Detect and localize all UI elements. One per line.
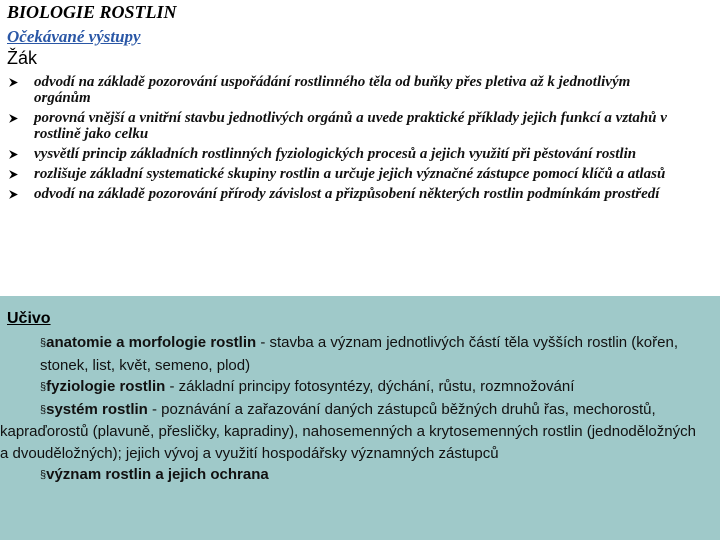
outcome-text: porovná vnější a vnitřní stavbu jednotlivých orgánů a uvede praktické příklady jejich funkcí a vztahů v rostlině jako celku	[34, 110, 667, 142]
curriculum-text: - základní principy fotosyntézy, dýchání, růstu, rozmnožování	[165, 378, 575, 395]
curriculum-item	[40, 332, 705, 376]
curriculum-heading: Učivo	[7, 310, 51, 327]
outcome-item	[0, 186, 720, 202]
section-bullet-icon: §	[40, 381, 47, 393]
curriculum-item	[40, 376, 705, 399]
curriculum-item	[40, 464, 705, 487]
curriculum-term: fyziologie rostlin	[46, 378, 166, 395]
arrow-bullet-icon	[8, 149, 19, 160]
outcome-text: vysvětlí princip základních rostlinných fyziologických procesů a jejich využití při pěstování rostlin	[34, 146, 637, 162]
outcome-item	[0, 146, 720, 162]
curriculum-term: anatomie a morfologie rostlin	[46, 334, 257, 351]
curriculum-text: - stavba a význam jednotlivých částí těla vyšších rostlin (kořen, stonek, list, květ, semeno, plod)	[40, 334, 678, 374]
curriculum-text: - poznávání a zařazování daných zástupců běžných druhů řas, mechorostů, kapraďorostů (plavuně, přesličky, kapradiny), nahosemenných a krytosemenných rostlin (jednoděložných a dvouděložných); jejich vývoj a využití hospodářsky významných zástupců	[0, 400, 696, 462]
section-bullet-icon: §	[40, 469, 47, 481]
outcome-text: odvodí na základě pozorování uspořádání rostlinného těla od buňky přes pletiva až k jednotlivým orgánům	[34, 74, 631, 106]
outcome-item	[0, 166, 720, 182]
curriculum-item	[0, 399, 705, 465]
section-subtitle: Očekávané výstupy	[7, 27, 141, 46]
outcome-text: odvodí na základě pozorování přírody závislost a přizpůsobení některých rostlin podmínkám prostředí	[34, 186, 660, 202]
curriculum-section	[0, 296, 720, 540]
outcomes-list	[0, 74, 720, 206]
page-title: BIOLOGIE ROSTLIN	[7, 2, 177, 22]
outcome-text: rozlišuje základní systematické skupiny rostlin a určuje jejich význačné zástupce pomocí klíčů a atlasů	[34, 166, 666, 182]
curriculum-term: význam rostlin a jejich ochrana	[46, 466, 269, 483]
arrow-bullet-icon	[8, 169, 19, 180]
arrow-bullet-icon	[8, 189, 19, 200]
arrow-bullet-icon	[8, 77, 19, 88]
section-bullet-icon: §	[40, 337, 47, 349]
section-bullet-icon: §	[40, 403, 47, 416]
curriculum-term: systém rostlin	[46, 400, 148, 418]
arrow-bullet-icon	[8, 113, 19, 124]
outcome-item	[0, 74, 720, 106]
curriculum-body	[0, 332, 705, 487]
pupil-label: Žák	[7, 48, 38, 68]
outcome-item	[0, 110, 720, 142]
